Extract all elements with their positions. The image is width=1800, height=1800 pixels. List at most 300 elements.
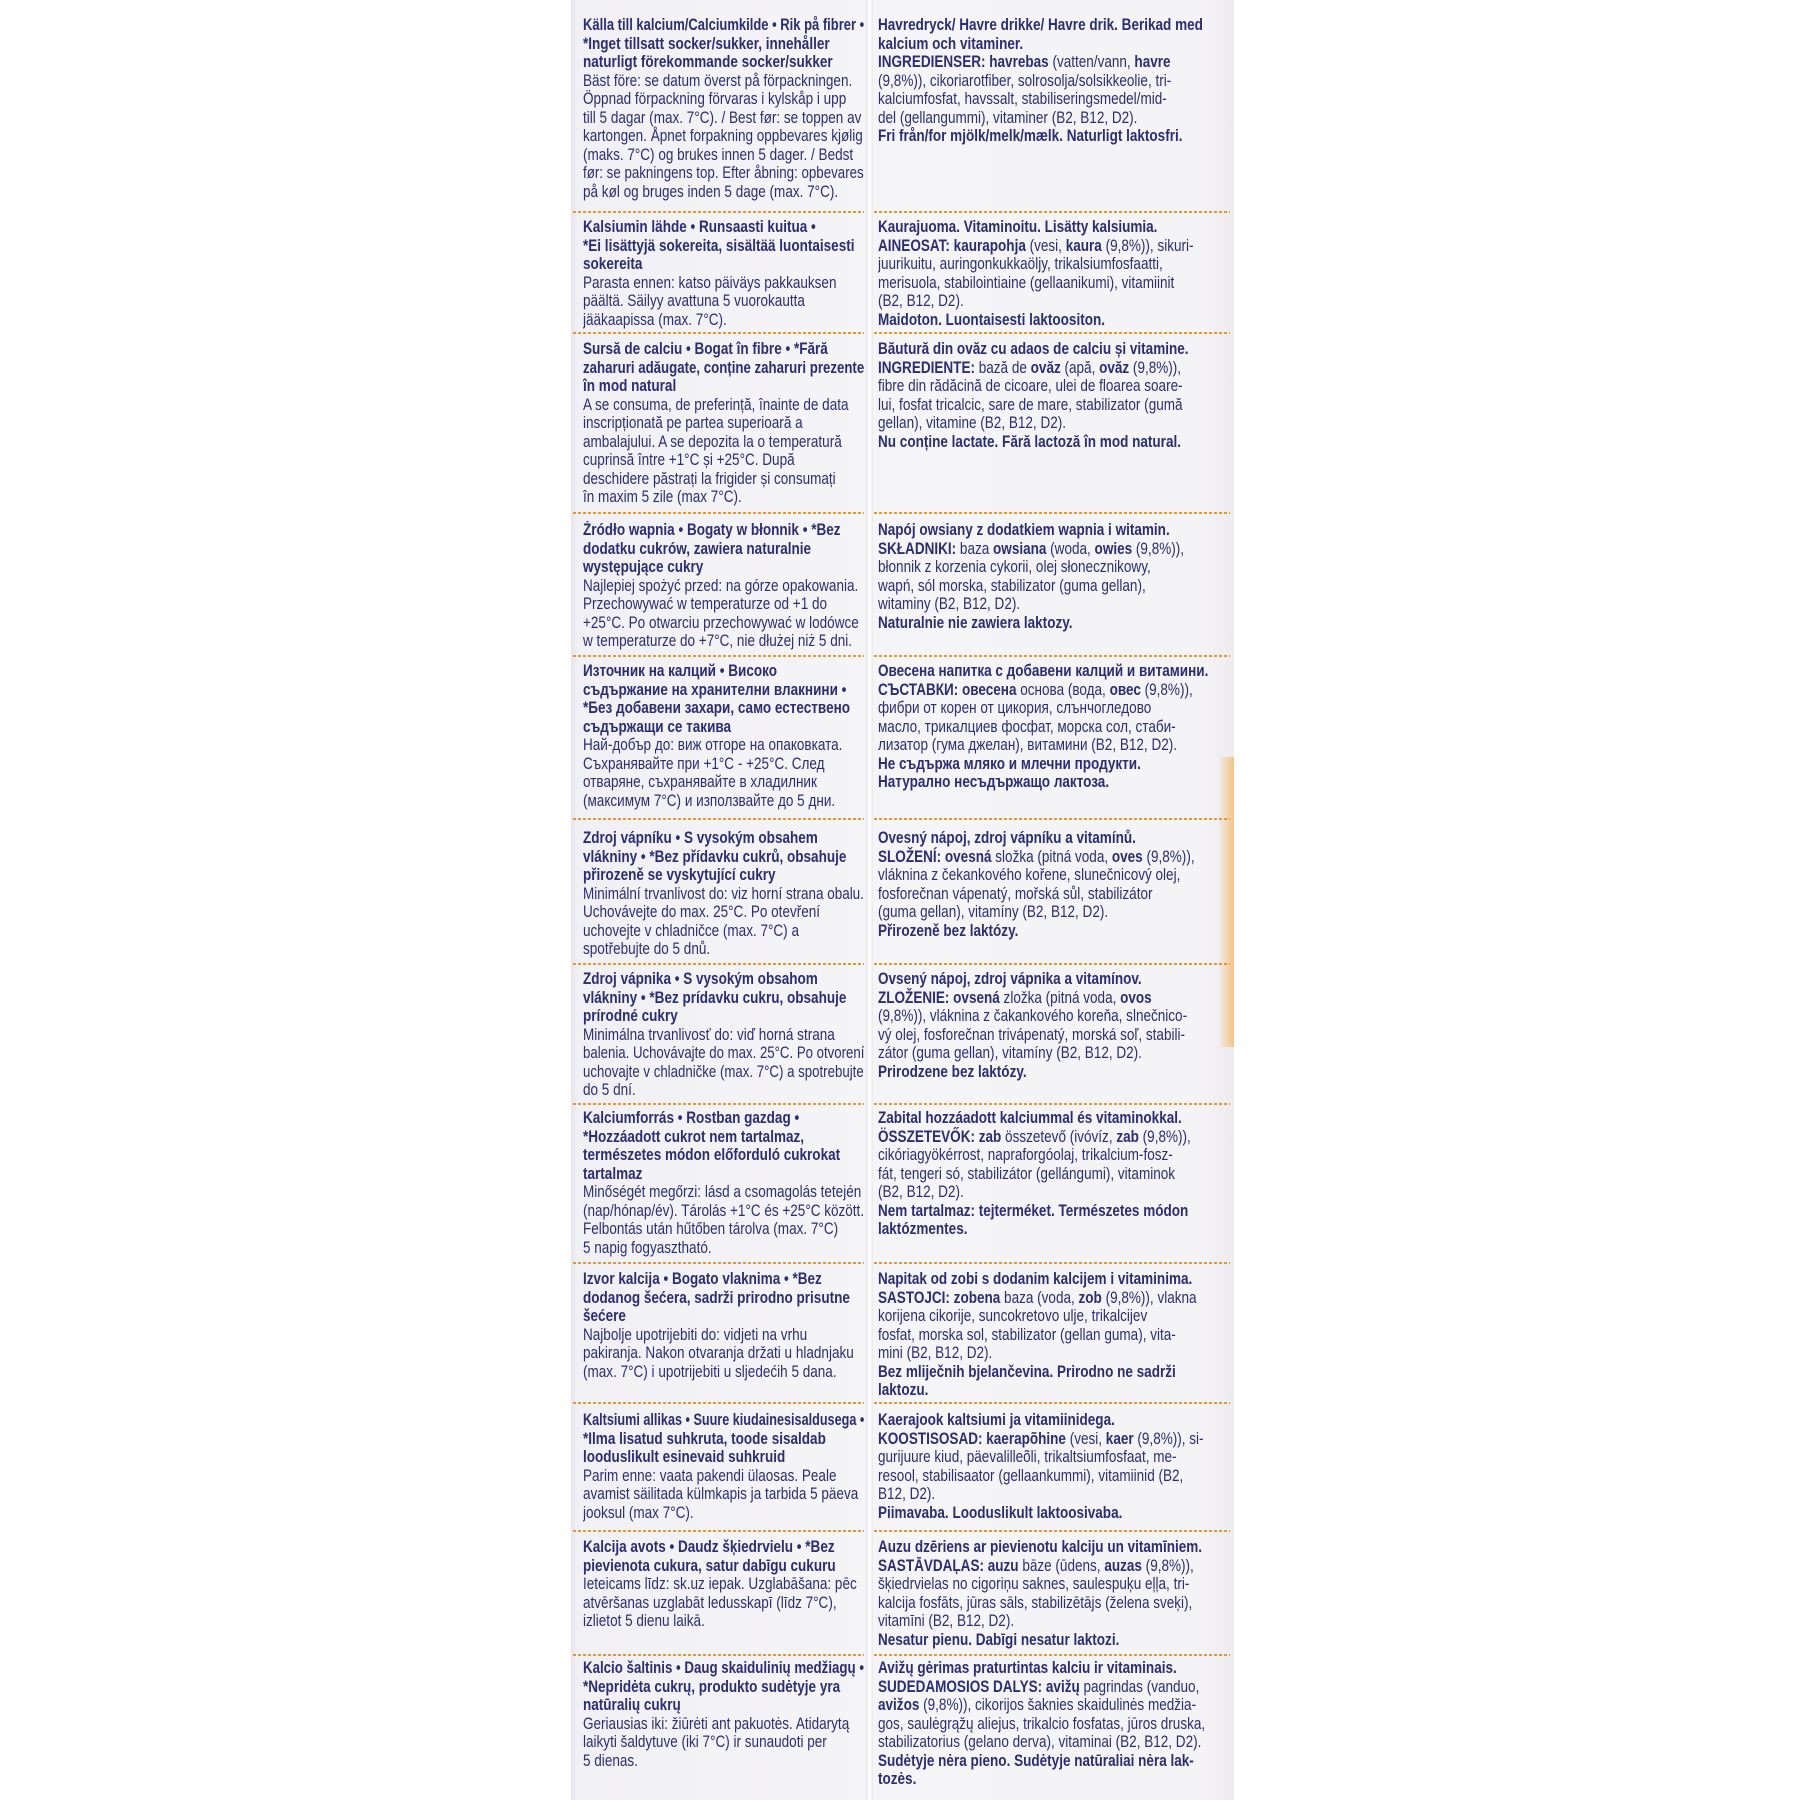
ingredients-column [878,1270,1221,1400]
text-line [583,1612,705,1631]
regular-text: (B2, B12, D2). [878,292,964,310]
text-line [878,1504,1122,1523]
text-line [878,1575,1189,1594]
text-line [583,16,864,35]
regular-text: laikyti šaldytuve (iki 7°C) ir sunaudoti per [583,1733,827,1751]
text-line [583,1363,837,1382]
text-line [583,1752,638,1771]
text-line [878,1128,1191,1147]
storage-info-column [583,218,864,329]
regular-text: kartongen. Åpnet forpakning oppbevares kjølig [583,127,863,145]
text-line [583,218,816,237]
bold-text: Източник на калций • Високо [583,662,777,680]
text-line [878,1326,1176,1345]
regular-text: bāze (ūdens, [1018,1556,1105,1575]
text-line [583,1594,837,1613]
text-line [878,90,1167,109]
regular-text: (9,8%)), [1142,847,1195,866]
text-line [583,53,833,72]
regular-text: Najlepiej spożyć przed: na górze opakowania. [583,576,859,595]
bold-text: KOOSTISOSAD: kaerapõhine [878,1429,1066,1448]
regular-text: Öppnad förpackning förvaras i kylskåp i upp [583,90,847,108]
bold-text: tozės. [878,1770,917,1788]
dotted-separator [573,1402,864,1404]
text-line [878,1026,1185,1045]
regular-text: +25°C. Po otwarciu przechowywać w lodówce [583,613,859,632]
bold-text: prírodné cukry [583,1007,678,1025]
regular-text: cuprinsă între +1°C și +25°C. După [583,451,795,469]
text-line [878,773,1109,792]
regular-text: merisuola, stabilointiaine (gellaanikumi), vitamiinit [878,273,1175,292]
text-line [583,1081,636,1100]
text-line [583,433,842,452]
text-line [878,1202,1188,1221]
regular-text: błonnik z korzenia cykorii, olej słonecznikowy, [878,558,1151,576]
text-line [583,1165,642,1184]
storage-info-column [583,521,864,651]
text-line [583,558,703,577]
text-line [583,127,863,146]
text-line [878,292,964,311]
bold-text: SLOŽENÍ: ovesná [878,847,992,866]
regular-text: atvēršanas uzglabāt ledusskapī (līdz 7°C), [583,1593,837,1612]
bold-text: Băutură din ovăz cu adaos de calciu și vitamine. [878,340,1189,358]
regular-text: (9,8%)), [1141,1556,1194,1575]
ingredients-column [878,970,1221,1081]
regular-text: Geriausias iki: žiūrėti ant pakuotės. Atidarytą [583,1714,850,1733]
text-line [878,595,1020,614]
text-line [583,718,731,737]
text-line [878,1363,1176,1382]
regular-text: Parim enne: vaata pakendi ülaosas. Peale [583,1466,837,1485]
dotted-separator [874,1402,1230,1404]
text-line [583,1696,681,1715]
text-line [878,1381,928,1400]
dotted-separator [573,655,864,657]
bold-text: Sursă de calciu • Bogat în fibre • *Fără [583,340,828,358]
bold-text: *Inget tillsatt socker/sukker, innehåller [583,34,830,53]
text-line [878,1344,992,1363]
text-line [878,16,1203,35]
bold-text: Nesatur pienu. Dabīgi nesatur laktozi. [878,1630,1120,1649]
text-line [583,1109,799,1128]
text-line [878,274,1174,293]
regular-text: масло, трикалциев фосфат, морска сол, стаби- [878,717,1176,736]
regular-text: avamist säilitada külmkapis ja tarbida 5 päeva [583,1485,859,1503]
bold-text: Bez mliječnih bjelančevina. Prirodno ne sadrži [878,1362,1176,1381]
text-line [878,848,1195,867]
bold-text: ÖSSZETEVŐK: zab [878,1127,1002,1146]
dotted-separator [573,1654,864,1656]
regular-text: (vesi, [1065,1429,1106,1448]
ingredients-column [878,340,1221,451]
text-line [878,359,1181,378]
bold-text: vlákniny • *Bez prídavku cukru, obsahuje [583,988,847,1007]
bold-text: SKŁADNIKI: [878,539,957,558]
dotted-separator [874,332,1230,334]
regular-text: baza [956,539,994,558]
text-line [583,274,836,293]
text-line [878,377,1183,396]
text-line [583,1659,864,1678]
text-line [878,1770,916,1789]
text-line [878,989,1152,1008]
text-line [583,1485,858,1504]
text-line [878,614,1073,633]
regular-text: (9,8%)), si- [1133,1429,1204,1448]
bold-text: Натурално несъдържащо лактоза. [878,773,1110,791]
text-line [583,1733,827,1752]
text-line [583,1467,836,1486]
text-line [878,1044,1142,1063]
text-line [583,359,864,378]
bold-text: ovăz [1099,358,1130,377]
storage-info-column [583,662,864,810]
regular-text: witaminy (B2, B12, D2). [878,595,1021,613]
text-line [583,1202,864,1221]
text-line [583,1289,850,1308]
bold-text: pievienota cukura, satur dabīgu cukuru [583,1556,836,1575]
regular-text: resool, stabilisaator (gellaankummi), vitamiinid (B2, [878,1466,1184,1485]
regular-text: baza (voda, [1000,1288,1079,1307]
text-line [583,35,830,54]
text-line [878,53,1171,72]
bold-text: występujące cukry [583,558,704,576]
regular-text: päältä. Säilyy avattuna 5 vuorokautta [583,292,805,310]
dotted-separator [573,512,864,514]
text-line [583,1715,849,1734]
bold-text: INGREDIENTE: [878,358,975,377]
regular-text: B12, D2). [878,1485,936,1503]
text-line [878,1594,1192,1613]
text-line [583,540,811,559]
bold-text: съдържащи се такива [583,717,732,736]
bold-text: Kalsiumin lähde • Runsaasti kuitua • [583,218,816,236]
text-line [878,1612,1014,1631]
dotted-separator [573,1103,864,1105]
bold-text: СЪСТАВКИ: овесена [878,680,1017,699]
bold-text: Havredryck/ Havre drikke/ Havre drik. Berikad med [878,16,1203,34]
text-line [878,1715,1205,1734]
regular-text: w temperaturze do +7°C, nie dłużej niż 5 dni. [583,632,853,650]
bold-text: oves [1111,847,1143,866]
text-line [583,1146,840,1165]
bold-text: zab [1116,1127,1139,1146]
regular-text: фибри от корен от цикория, слънчогледово [878,699,1152,717]
text-line [583,829,818,848]
bold-text: ZLOŽENIE: ovsená [878,988,1000,1007]
bold-text: ovăz [1030,358,1061,377]
text-line [583,736,842,755]
text-line [583,595,827,614]
text-line [583,340,828,359]
ingredients-column [878,829,1221,940]
text-line [583,1448,785,1467]
text-line [878,1659,1177,1678]
text-line [878,72,1171,91]
text-line [878,1733,1201,1752]
regular-text: Felbontás után hűtőben tárolva (max. 7°C) [583,1220,839,1238]
text-line [583,237,854,256]
storage-info-column [583,1411,864,1522]
text-line [878,1448,1177,1467]
regular-text: (9,8%)), vlakna [1101,1288,1197,1307]
bold-text: овес [1109,680,1141,699]
text-line [878,340,1189,359]
regular-text: stabilizatorius (gelano derva), vitaminai (B2, B12, D2). [878,1733,1202,1751]
regular-text: лизатор (гума джелан), витамини (B2, B12, D2). [878,736,1178,754]
text-line [878,1063,1027,1082]
bold-text: kaura [1065,236,1102,255]
regular-text: izlietot 5 dienu laikā. [583,1612,705,1630]
ingredients-column [878,16,1221,146]
bold-text: Kaltsiumi allikas • Suure kiudainesisaldusega • [583,1411,864,1429]
text-line [583,1326,807,1345]
regular-text: (max. 7°C) i upotrijebiti u sljedećih 5 dana. [583,1362,837,1381]
text-line [878,414,1066,433]
text-line [878,109,1137,128]
bold-text: přirozeně se vyskytující cukry [583,866,776,884]
text-line [878,558,1151,577]
regular-text: på køl og bruges inden 5 dage (max. 7°C). [583,182,839,201]
text-line [583,632,852,651]
regular-text: Najbolje upotrijebiti do: vidjeti na vrhu [583,1325,808,1344]
regular-text: jääkaapissa (max. 7°C). [583,310,727,329]
text-line [583,681,846,700]
bold-text: SASTĀVDAĻAS: auzu [878,1556,1019,1575]
regular-text: (apă, [1060,358,1100,377]
regular-text: fibre din rădăcină de cicoare, ulei de floarea soare- [878,377,1183,395]
text-line [878,1557,1194,1576]
text-line [878,922,1018,941]
regular-text: (9,8%)), cikoriarotfiber, solrosolja/solsikkeolie, tri- [878,71,1172,90]
regular-text: (9,8%)), vláknina z čakankového koreňa, slnečnico- [878,1007,1188,1025]
regular-text: (9,8%)), sikuri- [1101,236,1194,255]
regular-text: složka (pitná voda, [991,847,1112,866]
regular-text: pagrindas (vanduo, [1079,1677,1200,1696]
text-line [878,433,1181,452]
bold-text: naturligt förekommande socker/sukker [583,53,833,71]
bold-text: INGREDIENSER: havrebas [878,53,1049,71]
dotted-separator [573,1530,864,1532]
regular-text: vitamīni (B2, B12, D2). [878,1612,1015,1630]
regular-text: основа (вода, [1016,680,1110,699]
bold-text: Přirozeně bez laktózy. [878,921,1019,940]
text-line [583,699,850,718]
regular-text: (9,8%)), cikorijos šaknies skaidulinės medžia- [919,1696,1197,1714]
regular-text: wapń, sól morska, stabilizator (guma gellan), [878,576,1146,595]
bold-text: zob [1078,1288,1102,1307]
bold-text: *Ei lisättyjä sokereita, sisältää luontaisesti [583,236,855,255]
text-line [878,127,1183,146]
bold-text: în mod natural [583,377,677,395]
text-line [878,1631,1119,1650]
bold-text: Avižų gėrimas praturtintas kalciu ir vitaminais. [878,1659,1177,1677]
text-line [583,1557,836,1576]
text-line [583,488,742,507]
text-line [583,1307,626,1326]
text-line [878,1146,1173,1165]
text-line [878,681,1193,700]
text-line [583,1044,864,1063]
bold-text: laktozu. [878,1381,929,1399]
bold-text: Kalciumforrás • Rostban gazdag • [583,1109,800,1127]
text-line [583,1220,838,1239]
text-line [878,521,1170,540]
text-line [878,1411,1115,1430]
text-line [878,1752,1194,1771]
regular-text: juurikuitu, auringonkukkaöljy, trikalsiumfosfaatti, [878,255,1163,273]
regular-text: gellan), vitamine (B2, B12, D2). [878,414,1067,432]
regular-text: pakiranja. Nakon otvaranja držati u hladnjaku [583,1344,854,1362]
regular-text: Bäst före: se datum överst på förpackningen. [583,71,853,90]
carton-side-panel [571,0,1234,1800]
bold-text: AINEOSAT: kaurapohja [878,236,1026,255]
regular-text: 5 dienas. [583,1751,638,1770]
regular-text: bază de [974,358,1031,377]
text-line [583,414,803,433]
bold-text: Ovsený nápoj, zdroj vápnika a vitamínov. [878,970,1142,988]
regular-text: Przechowywać w temperaturze od +1 do [583,595,828,613]
ingredients-column [878,1109,1221,1239]
bold-text: Naturalnie nie zawiera laktozy. [878,613,1073,632]
regular-text: spotřebujte do 5 dnů. [583,940,711,958]
bold-text: vlákniny • *Bez přídavku cukrů, obsahuje [583,847,847,866]
text-line [583,521,841,540]
bold-text: dodatku cukrów, zawiera naturalnie [583,539,812,558]
bold-text: Auzu dzēriens ar pievienotu kalciju un vitamīniem. [878,1538,1203,1556]
regular-text: korijena cikorije, suncokretovo ulje, trikalcijev [878,1307,1148,1325]
bold-text: съдържание на хранителни влакнини • [583,680,847,699]
text-line [583,903,820,922]
text-line [583,1063,864,1082]
text-line [878,218,1157,237]
text-line [583,311,727,330]
regular-text: fosforečnan vápenatý, mořská sůl, stabilizátor [878,884,1153,903]
text-line [878,1007,1187,1026]
text-line [878,255,1163,274]
bold-text: Napój owsiany z dodatkiem wapnia i witamin. [878,521,1170,539]
regular-text: ambalajului. A se depozita la o temperatură [583,432,842,451]
bold-text: Ovesný nápoj, zdroj vápníku a vitamínů. [878,829,1136,847]
regular-text: (9,8%)), [1138,1127,1191,1146]
text-line [878,755,1141,774]
regular-text: Minimálna trvanlivosť do: viď horná strana [583,1025,835,1044]
bold-text: Källa till kalcium/Calciumkilde • Rik på fibrer • [583,16,864,34]
dotted-separator [874,655,1230,657]
text-line [583,1575,857,1594]
regular-text: 5 napig fogyasztható. [583,1238,712,1257]
bold-text: *Hozzáadott cukrot nem tartalmaz, [583,1127,805,1146]
regular-text: uchovejte v chladničce (max. 7°C) a [583,921,799,940]
text-line [878,35,1023,54]
ingredients-column [878,1538,1221,1649]
bold-text: Kaerajook kaltsiumi ja vitamiinidega. [878,1411,1115,1429]
regular-text: kalciumfosfat, havssalt, stabiliseringsmedel/mid- [878,90,1167,108]
text-line [878,866,1180,885]
regular-text: (9,8%)), [1132,539,1185,558]
ingredients-column [878,1411,1221,1522]
bold-text: Izvor kalcija • Bogato vlaknima • *Bez [583,1270,822,1288]
bold-text: Prirodzene bez laktózy. [878,1062,1027,1081]
text-line [583,989,846,1008]
bold-text: Zabital hozzáadott kalciummal és vitaminokkal. [878,1109,1182,1127]
bold-text: Fri från/for mjölk/melk/mælk. Naturligt laktosfri. [878,127,1183,145]
regular-text: (максимум 7°C) и използвайте до 5 дни. [583,791,836,810]
text-line [583,922,799,941]
text-line [878,396,1183,415]
text-line [878,311,1105,330]
regular-text: før: se pakningens top. Efter åbning: opbevares [583,164,864,182]
storage-info-column [583,16,864,201]
regular-text: gos, saulėgrąžų aliejus, trikalcio fosfatas, jūros druska, [878,1714,1206,1733]
storage-info-column [583,1270,864,1381]
text-line [878,970,1142,989]
regular-text: šķiedrvielas no cigoriņu saknes, saulespuķu eļļa, tri- [878,1575,1190,1593]
bold-text: sokereita [583,255,643,273]
bold-text: šećere [583,1307,626,1325]
text-line [583,848,846,867]
text-line [583,1538,835,1557]
text-line [583,451,795,470]
text-line [878,540,1184,559]
bold-text: *Nepridėta cukrų, produkto sudėtyje yra [583,1677,841,1696]
text-line [878,1307,1147,1326]
bold-text: owsiana [993,539,1047,558]
bold-text: Zdroj vápnika • S vysokým obsahom [583,970,818,988]
text-line [583,1183,861,1202]
regular-text: jooksul (max 7°C). [583,1503,694,1522]
text-line [878,1289,1197,1308]
text-line [583,1239,712,1258]
text-line [878,577,1146,596]
text-line [878,237,1194,256]
bold-text: ovos [1120,988,1152,1007]
text-line [878,736,1177,755]
dotted-separator [874,1103,1230,1105]
bold-text: kalcium och vitaminer. [878,34,1024,53]
bold-text: Źródło wapnia • Bogaty w błonnik • *Bez [583,521,841,539]
dotted-separator [874,1530,1230,1532]
bold-text: natūralių cukrų [583,1696,681,1714]
text-line [583,577,858,596]
text-line [583,90,846,109]
text-line [878,662,1208,681]
dotted-separator [573,818,864,820]
bold-text: auzas [1104,1556,1142,1575]
regular-text: vý olej, fosforečnan trivápenatý, morská soľ, stabili- [878,1025,1186,1044]
bold-text: laktózmentes. [878,1220,968,1238]
text-line [878,1270,1192,1289]
text-line [583,1430,826,1449]
regular-text: till 5 dagar (max. 7°C). / Best før: se toppen av [583,108,862,127]
regular-text: do 5 dní. [583,1081,636,1099]
text-line [583,755,825,774]
text-line [583,470,836,489]
text-line [583,72,852,91]
bold-text: Kalcio šaltinis • Daug skaidulinių medžiagų • [583,1659,864,1677]
storage-info-column [583,1109,864,1257]
regular-text: Minimální trvanlivost do: viz horní strana obalu. [583,884,864,903]
regular-text: zátor (guma gellan), vitamíny (B2, B12, D2). [878,1044,1142,1062]
multilingual-label-text [571,0,1234,1800]
bold-text: dodanog šećera, sadrži prirodno prisutne [583,1288,850,1307]
text-line [878,1220,967,1239]
text-line [878,1165,1175,1184]
text-line [583,773,817,792]
regular-text: (9,8%)), [1129,358,1182,377]
regular-text: inscripționată pe partea superioară a [583,414,803,432]
